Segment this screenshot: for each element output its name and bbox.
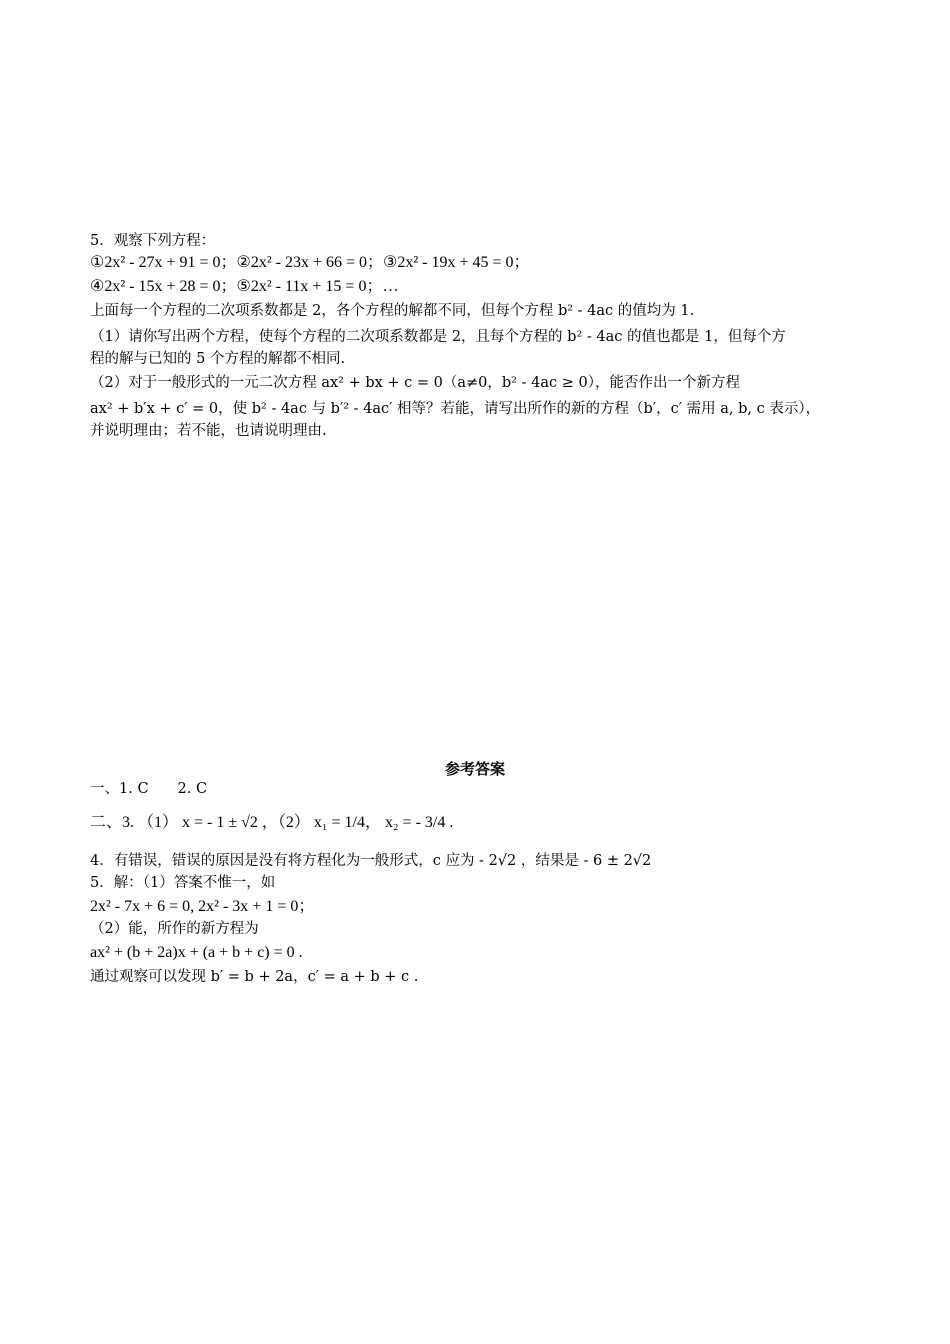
question-5-part-2-end: 并说明理由；若不能，也请说明理由. [90, 423, 327, 439]
question-5-part-2: （2）对于一般形式的一元二次方程 ax² + bx + c = 0（a≠0，b² - 4ac ≥ 0），能否作出一个新方程 [90, 375, 740, 391]
answer-5-new-equation: ax² + (b + 2a)x + (a + b + c) = 0 . [90, 944, 303, 961]
question-5-part-1-cont: 程的解与已知的 5 个方程的解都不相同. [90, 351, 346, 367]
question-5-heading: 5．观察下列方程： [90, 233, 216, 249]
question-5-part-2-cont: ax² + b′x + c′ = 0，使 b² - 4ac 与 b′² - 4ac′ 相等？若能，请写出所作的新的方程（b′，c′ 需用 a, b, c 表示）， [90, 401, 821, 417]
question-5-part-1: （1）请你写出两个方程，使每个方程的二次项系数都是 2，且每个方程的 b² - 4ac 的值也都是 1，但每个方 [90, 329, 786, 345]
answer-5-equations: 2x² - 7x + 6 = 0, 2x² - 3x + 1 = 0； [90, 898, 315, 915]
answer-4: 4．有错误，错误的原因是没有将方程化为一般形式，c 应为 - 2√2 ，结果是 - 6 ± 2√2 [90, 853, 652, 869]
answer-5-observation: 通过观察可以发现 b′ = b + 2a，c′ = a + b + c . [90, 969, 419, 985]
equation-list-2: ④2x² - 15x + 28 = 0；⑤2x² - 11x + 15 = 0；… [90, 278, 399, 295]
answer-section-1: 一、1. C 2. C [90, 781, 208, 797]
answer-5-heading: 5．解：（1）答案不惟一，如 [90, 875, 276, 891]
equation-list-1: ①2x² - 27x + 91 = 0；②2x² - 23x + 66 = 0；③2x² - 19x + 45 = 0； [90, 254, 530, 271]
question-5-statement: 上面每一个方程的二次项系数都是 2，各个方程的解都不同，但每个方程 b² - 4ac 的值均为 1. [90, 303, 695, 319]
answer-section-2: 二、3. （1） x = - 1 ± √2 ，（2） x₁ = 1/4， x₂ = - 3/4 . [90, 814, 454, 831]
answers-title: 参考答案 [444, 760, 505, 778]
answer-5-part-2: （2）能，所作的新方程为 [90, 921, 259, 937]
